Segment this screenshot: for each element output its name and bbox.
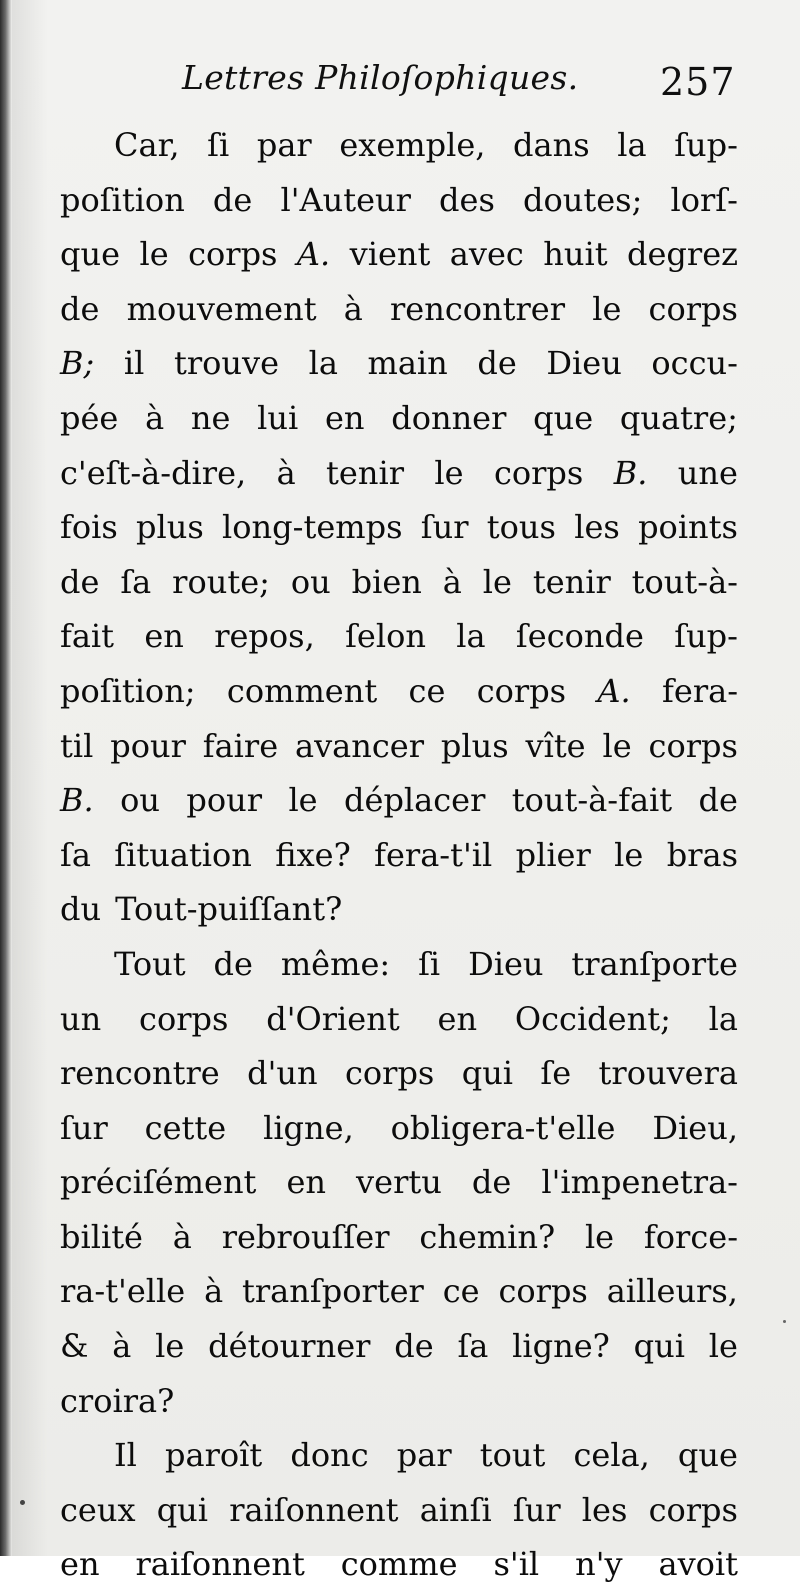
text-line: fait en repos, ſelon la ſeconde ſup- — [60, 617, 738, 656]
text-line: du Tout-puiſſant? — [60, 890, 343, 929]
text-line: de ſa route; ou bien à le tenir tout-à- — [60, 562, 738, 601]
text-line: rencontre d'un corps qui ſe trouvera — [60, 1054, 738, 1093]
text-line: B; il trouve la main de Dieu occu- — [60, 344, 738, 383]
text-line: Tout de même: ſi Dieu tranſporte — [114, 944, 738, 983]
running-title: Lettres Philoſophiques. — [182, 58, 579, 97]
text-line: pée à ne lui en donner que quatre; — [60, 398, 738, 437]
text-line: ra-t'elle à tranſporter ce corps ailleurs, — [60, 1272, 738, 1311]
gutter-shadow — [12, 0, 48, 1556]
paragraph — [60, 1428, 738, 1592]
page-header — [182, 58, 742, 108]
scan-edge — [0, 0, 12, 1556]
text-line: poſition; comment ce corps A. fera- — [60, 671, 738, 710]
text-line: que le corps A. vient avec huit degrez — [60, 235, 738, 274]
page-number: 257 — [660, 60, 736, 104]
text-line: c'eſt-à-dire, à tenir le corps B. une — [60, 453, 738, 492]
text-line: B. ou pour le déplacer tout-à-fait de — [60, 781, 738, 820]
text-line: de mouvement à rencontrer le corps — [60, 289, 738, 328]
text-line: ſur cette ligne, obligera-t'elle Dieu, — [60, 1108, 738, 1147]
text-line: un corps d'Orient en Occident; la — [60, 999, 738, 1038]
body-text — [60, 118, 738, 1592]
text-line: poſition de l'Auteur des doutes; lorſ- — [60, 180, 738, 219]
text-line: en raiſonnent comme s'il n'y avoit — [60, 1545, 738, 1584]
text-line: bilité à rebrouſſer chemin? le force- — [60, 1217, 738, 1256]
text-line: croira? — [60, 1381, 175, 1420]
text-line: Il paroît donc par tout cela, que — [114, 1436, 738, 1475]
text-line: fois plus long-temps ſur tous les points — [60, 508, 738, 547]
scan-speck — [783, 1320, 786, 1323]
text-line: préciſément en vertu de l'impenetra- — [60, 1163, 738, 1202]
text-line: ceux qui raiſonnent ainſi ſur les corps — [60, 1490, 738, 1529]
text-line: til pour faire avancer plus vîte le corps — [60, 726, 738, 765]
text-line: ſa ſituation fixe? fera-t'il plier le bras — [60, 835, 738, 874]
paragraph — [60, 937, 738, 1428]
scan-speck — [20, 1500, 25, 1505]
text-line: & à le détourner de ſa ligne? qui le — [60, 1327, 738, 1366]
text-line: Car, ſi par exemple, dans la ſup- — [114, 126, 738, 164]
paragraph — [60, 118, 738, 937]
